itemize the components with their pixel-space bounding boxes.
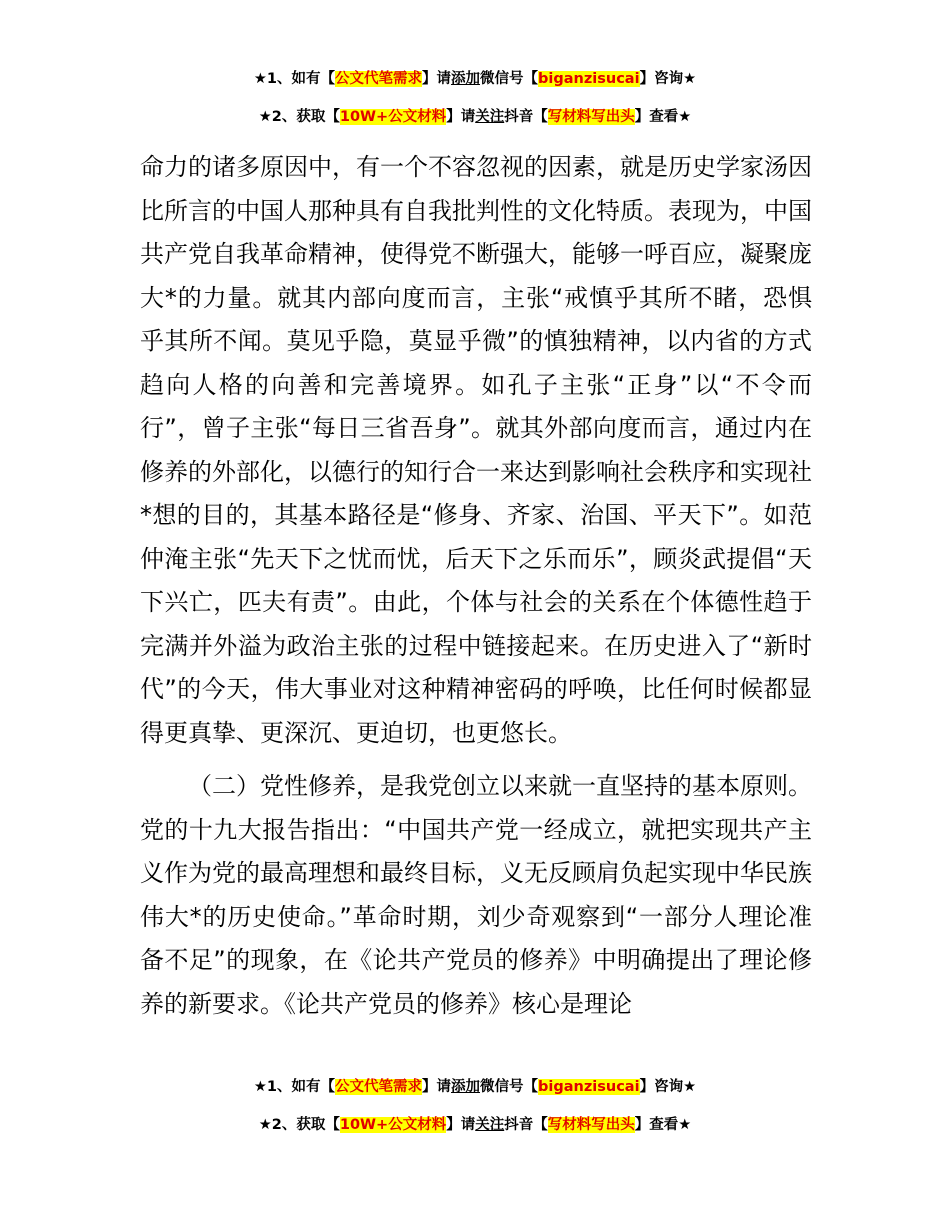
footer-line1-underlined-add: 添加 <box>451 1079 481 1095</box>
header-line1-highlight-wechat-id: biganzisucai <box>538 71 640 87</box>
body-paragraph-2: （二）党性修养，是我党创立以来就一直坚持的基本原则。党的十九大报告指出：“中国共产党一经成立，就把实现共产主义作为党的最高理想和最终目标，义无反顾肩负起实现中华民族伟大*的历史使命。”革命时期，刘少奇观察到“一部分人理论准备不足”的现象，在《论共产党员的修养》中明确提出了理论修养的新要求。《论共产党员的修养》核心是理论 <box>140 772 812 1018</box>
header-line1-text-b: 】请 <box>422 71 452 87</box>
footer-line1-text-c: 微信号【 <box>480 1079 539 1095</box>
footer-line1-text-a: ★1、如有【 <box>253 1079 336 1095</box>
header-notice-line-2 <box>0 106 950 128</box>
header-line1-underlined-add: 添加 <box>451 71 481 87</box>
footer-line1-text-d: 】咨询★ <box>639 1079 697 1095</box>
header-line2-text-a: ★2、获取【 <box>258 109 340 125</box>
footer-line2-text-c: 抖音【 <box>504 1117 548 1133</box>
header-line1-text-d: 】咨询★ <box>639 71 697 87</box>
header-notice-line-1 <box>0 68 950 90</box>
footer-line2-underlined-follow: 关注 <box>475 1117 505 1133</box>
header-line2-text-c: 抖音【 <box>504 109 548 125</box>
footer-line2-text-a: ★2、获取【 <box>258 1117 340 1133</box>
header-line1-highlight-service: 公文代笔需求 <box>335 71 423 87</box>
header-line2-text-d: 】查看★ <box>634 109 692 125</box>
paragraph-spacer <box>140 755 812 765</box>
footer-line1-highlight-wechat-id: biganzisucai <box>538 1079 640 1095</box>
header-line1-text-c: 微信号【 <box>480 71 539 87</box>
footer-line2-highlight-douyin: 写材料写出头 <box>547 1117 635 1133</box>
footer-line2-text-b: 】请 <box>446 1117 476 1133</box>
footer-line1-highlight-service: 公文代笔需求 <box>335 1079 423 1095</box>
header-line2-highlight-douyin: 写材料写出头 <box>547 109 635 125</box>
document-body <box>140 146 812 1026</box>
header-line2-highlight-materials: 10W+公文材料 <box>339 109 447 125</box>
footer-line2-text-d: 】查看★ <box>634 1117 692 1133</box>
body-paragraph-1: 命力的诸多原因中，有一个不容忽视的因素，就是历史学家汤因比所言的中国人那种具有自我批判性的文化特质。表现为，中国共产党自我革命精神，使得党不断强大，能够一呼百应，凝聚庞大*的力量。就其内部向度而言，主张“戒慎乎其所不睹，恐惧乎其所不闻。莫见乎隐，莫显乎微”的慎独精神，以内省的方式趋向人格的向善和完善境界。如孔子主张“正身”以“不令而行”，曾子主张“每日三省吾身”。就其外部向度而言，通过内在修养的外部化，以德行的知行合一来达到影响社会秩序和实现社*想的目的，其基本路径是“修身、齐家、治国、平天下”。如范仲淹主张“先天下之忧而忧，后天下之乐而乐”，顾炎武提倡“天下兴亡，匹夫有责”。由此，个体与社会的关系在个体德性趋于完满并外溢为政治主张的过程中链接起来。在历史进入了“新时代”的今天，伟大事业对这种精神密码的呼唤，比任何时候都显得更真挚、更深沉、更迫切，也更悠长。 <box>140 153 812 747</box>
footer-notice-line-2 <box>0 1114 950 1136</box>
header-line2-underlined-follow: 关注 <box>475 109 505 125</box>
footer-line1-text-b: 】请 <box>422 1079 452 1095</box>
footer-line2-highlight-materials: 10W+公文材料 <box>339 1117 447 1133</box>
header-line1-text-a: ★1、如有【 <box>253 71 336 87</box>
footer-notice-line-1 <box>0 1076 950 1098</box>
header-line2-text-b: 】请 <box>446 109 476 125</box>
